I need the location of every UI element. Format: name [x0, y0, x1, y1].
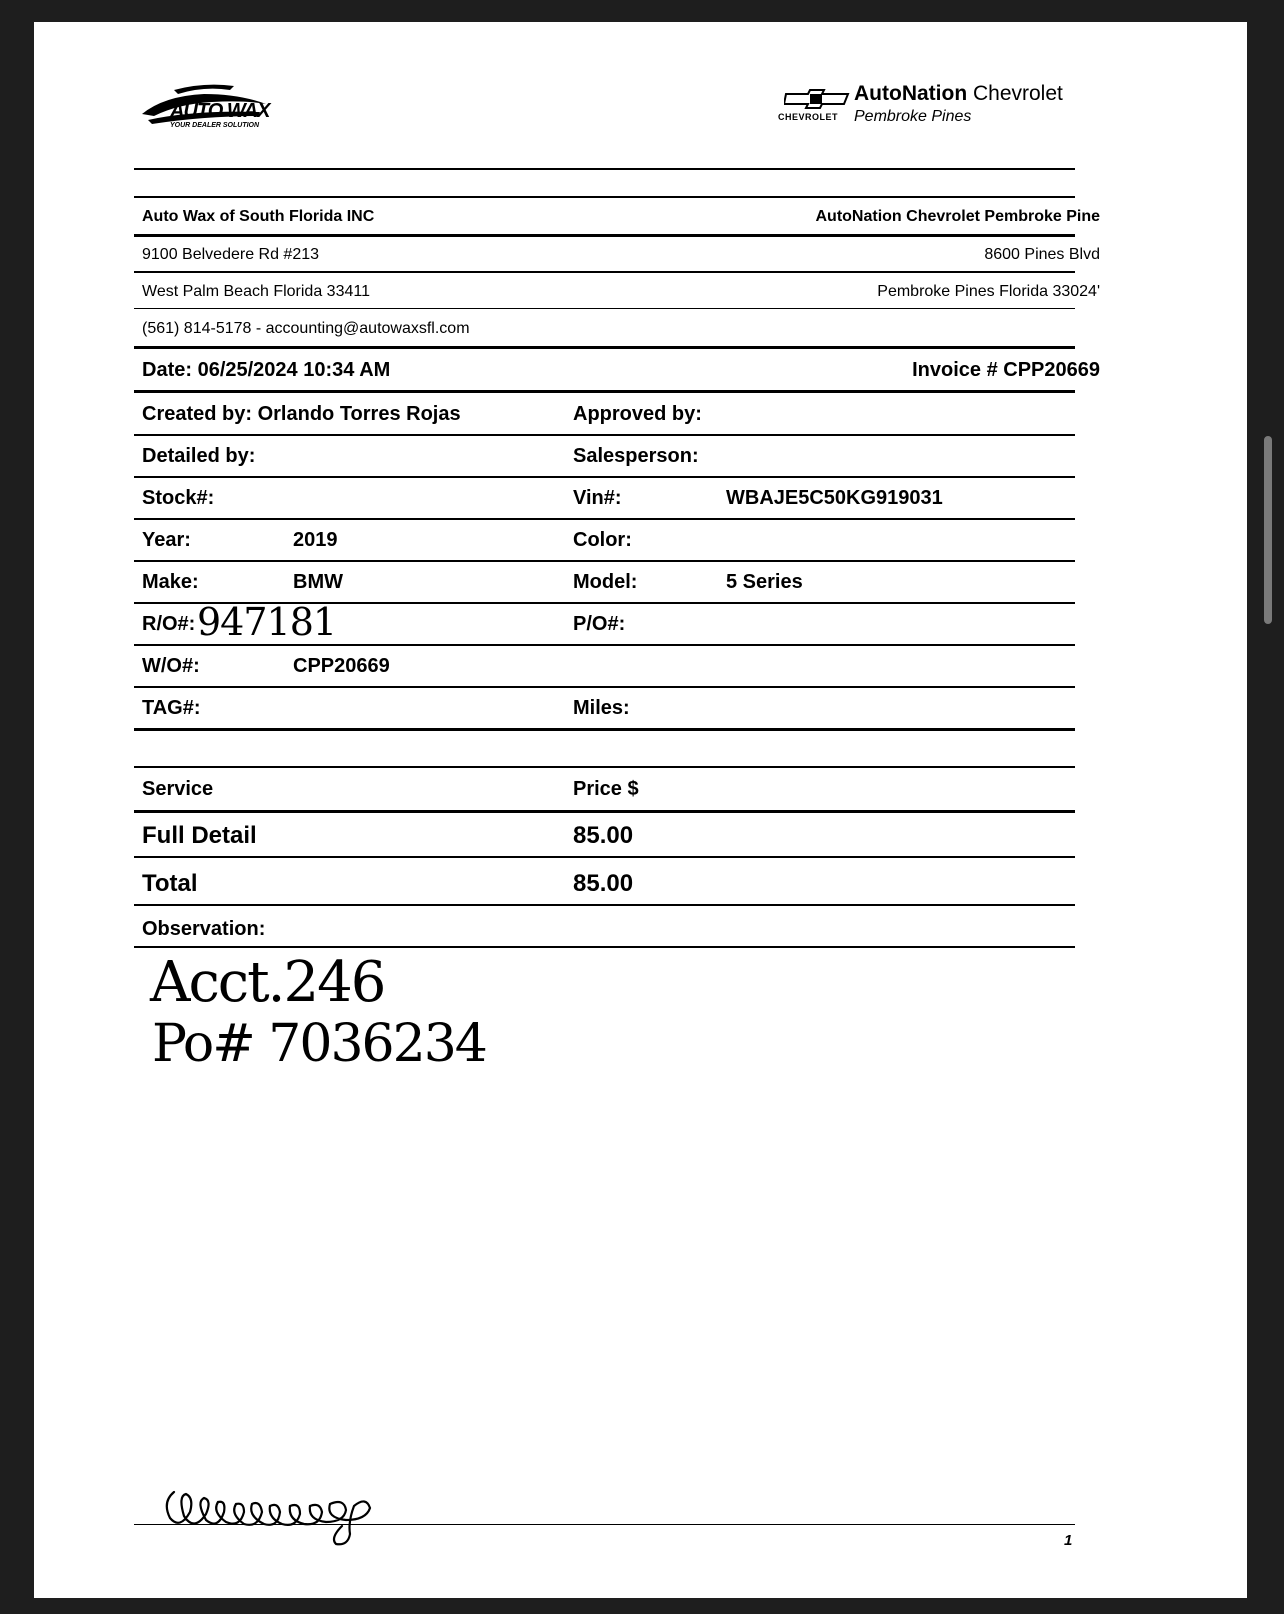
rule [134, 390, 1075, 393]
miles-label: Miles: [573, 697, 630, 719]
vendor-address: 9100 Belvedere Rd #213 [142, 246, 320, 263]
rule [134, 434, 1075, 436]
ro-handwritten-value: 947181 [197, 600, 337, 644]
customer-city: Pembroke Pines Florida 33024' [877, 283, 1100, 300]
rule [134, 946, 1075, 948]
customer-name: AutoNation Chevrolet Pembroke Pine [815, 208, 1100, 225]
dealer-brand: AutoNation Chevrolet [854, 82, 1063, 105]
ro-label: R/O#: [142, 613, 196, 635]
wo-value: CPP20669 [293, 655, 390, 677]
total-value: 85.00 [573, 870, 634, 897]
price-header: Price $ [573, 778, 639, 800]
header-rule [134, 168, 1075, 170]
chevrolet-wordmark: CHEVROLET [778, 112, 839, 122]
vendor-name: Auto Wax of South Florida INC [142, 208, 375, 225]
stock-label: Stock#: [142, 487, 215, 509]
observation-handwritten-line2: Po# 7036234 [152, 1014, 486, 1074]
service-header: Service [142, 778, 214, 800]
rule [134, 904, 1075, 906]
service-row-price: 85.00 [573, 822, 634, 849]
rule [134, 728, 1075, 731]
year-label: Year: [142, 529, 191, 551]
total-label: Total [142, 870, 198, 897]
rule [134, 476, 1075, 478]
vin-label: Vin#: [573, 487, 622, 509]
page-number: 1 [1064, 1532, 1073, 1549]
salesperson-label: Salesperson: [573, 445, 699, 467]
detailed-by-label: Detailed by: [142, 445, 256, 467]
rule [134, 234, 1075, 237]
service-row-name: Full Detail [142, 822, 257, 849]
vin-value: WBAJE5C50KG919031 [726, 487, 943, 509]
year-value: 2019 [293, 529, 338, 551]
color-label: Color: [573, 529, 632, 551]
created-by: Created by: Orlando Torres Rojas [142, 403, 461, 425]
wo-label: W/O#: [142, 655, 200, 677]
po-label: P/O#: [573, 613, 626, 635]
rule [134, 196, 1075, 198]
rule [134, 686, 1075, 688]
dealer-location: Pembroke Pines [854, 108, 972, 125]
rule [134, 810, 1075, 813]
approved-by-label: Approved by: [573, 403, 702, 425]
vertical-scrollbar[interactable] [1264, 436, 1272, 624]
observation-label: Observation: [142, 918, 266, 940]
chevrolet-bowtie-icon [784, 88, 850, 110]
make-value: BMW [293, 571, 343, 593]
signature [160, 1472, 390, 1552]
invoice-number: Invoice # CPP20669 [912, 359, 1100, 381]
autowax-name: AUTO WAX [170, 100, 270, 122]
rule [134, 346, 1075, 349]
make-label: Make: [142, 571, 199, 593]
tag-label: TAG#: [142, 697, 201, 719]
autowax-logo [134, 76, 274, 138]
model-label: Model: [573, 571, 638, 593]
rule [134, 308, 1075, 309]
model-value: 5 Series [726, 571, 803, 593]
rule [134, 518, 1075, 520]
vendor-contact: (561) 814-5178 - accounting@autowaxsfl.com [142, 320, 470, 337]
rule [134, 560, 1075, 562]
observation-handwritten-line1: Acct.246 [150, 950, 385, 1015]
rule [134, 856, 1075, 858]
rule [134, 644, 1075, 646]
invoice-date: Date: 06/25/2024 10:34 AM [142, 359, 391, 381]
rule [134, 766, 1075, 768]
customer-address: 8600 Pines Blvd [984, 246, 1100, 263]
autowax-tagline: YOUR DEALER SOLUTION [170, 122, 260, 129]
vendor-city: West Palm Beach Florida 33411 [142, 283, 370, 300]
rule [134, 271, 1075, 273]
